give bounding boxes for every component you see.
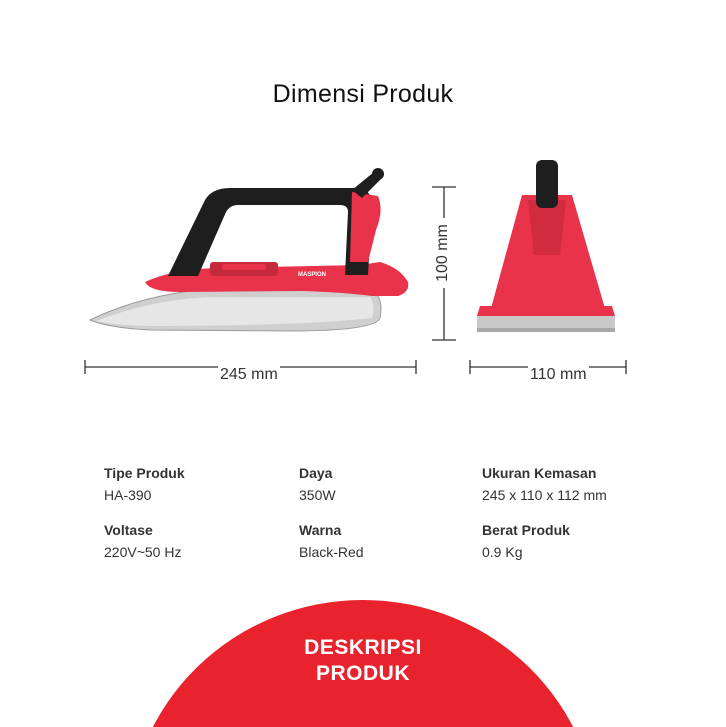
spec-label: Ukuran Kemasan [482,465,597,481]
spec-value: 0.9 Kg [482,544,523,560]
spec-value: 350W [299,487,336,503]
spec-label: Daya [299,465,333,481]
spec-value: HA-390 [104,487,152,503]
spec-label: Voltase [104,522,153,538]
spec-label: Warna [299,522,342,538]
banner-line-2: PRODUK [315,662,410,685]
height-label: 100 mm [434,218,452,288]
spec-voltase [104,522,181,560]
spec-value: Black-Red [299,544,364,560]
spec-berat-produk [482,522,570,560]
length-label: 245 mm [220,366,278,383]
spec-label: Tipe Produk [104,465,185,481]
iron-front-view [477,160,615,332]
spec-tipe-produk [104,465,185,503]
page-title: Dimensi Produk [272,80,454,108]
brand-label: MASPION [298,272,327,278]
description-banner-text [0,635,726,687]
spec-warna [299,522,364,560]
banner-line-1: DESKRIPSI [304,636,422,659]
width-label: 110 mm [530,366,587,383]
spec-value: 245 x 110 x 112 mm [482,487,607,503]
spec-daya [299,465,336,503]
iron-side-view [90,168,408,331]
spec-label: Berat Produk [482,522,570,538]
spec-value: 220V~50 Hz [104,544,182,560]
spec-ukuran-kemasan [482,465,607,503]
